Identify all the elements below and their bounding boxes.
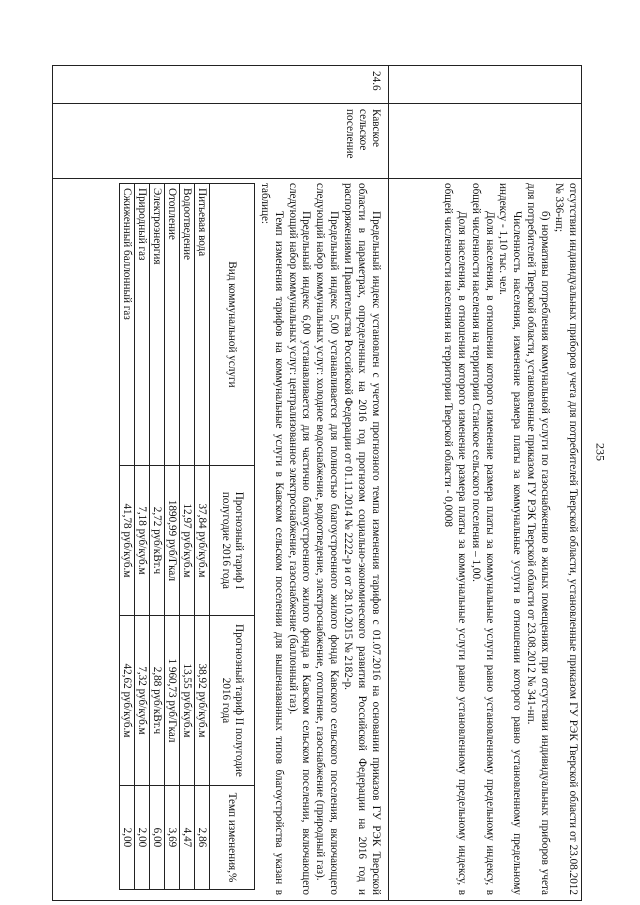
paragraph: Численность населения, изменение размера платы за коммунальные услуги в отношении которого равно установленному предельному индексу - 1,10 тыс. чел. [497, 183, 524, 895]
paragraph: Предельный индекс 5,00 устанавливается для полностью благоустроенного жилого фонда Кавского сельского поселения, включающего следующий набор коммунальных услуг: холодное водоснабжение, водоотведение, электроснабжение, отопление, газоснабжение (природный газ). [314, 183, 341, 895]
table-bottom-border [52, 65, 53, 901]
paragraph: Темп изменения тарифов на коммунальные услуги в Кавском сельском поселении для вышеназванных типов благоустройства указан в таблице: [258, 183, 285, 895]
column-divider-settlement [52, 178, 582, 179]
header-tariff-h2: Прогнозный тариф II полугодие 2016 года [209, 616, 254, 786]
tariff-h2: 2,88 руб/кВт.ч [149, 616, 164, 786]
tariff-h2: 1 960,73 руб/Гкал [164, 616, 179, 786]
tariff-table [119, 183, 255, 890]
change-rate: 2,86 [194, 785, 209, 889]
service-name: Водоотведение [179, 184, 194, 466]
tariff-h1: 7,18 руб/куб.м [134, 465, 149, 615]
tariff-h2: 7,32 руб/куб.м [134, 616, 149, 786]
table-row [179, 184, 194, 890]
table-row [149, 184, 164, 890]
tariff-h1: 2,72 руб/кВт.ч [149, 465, 164, 615]
tariff-h1: 37,84 руб/куб.м [194, 465, 209, 615]
service-name: Отопление [164, 184, 179, 466]
row-divider [388, 65, 389, 901]
tariff-h1: 1890,99 руб/Гкал [164, 465, 179, 615]
table-top-border [581, 65, 582, 901]
paragraph: Предельный индекс 6,00 устанавливается для частично благоустроенного жилого фонда в Кавском сельском поселении, включающего следующий набор коммунальных услуг: централизованное электроснабжение, газоснабжение (баллонный газ). [286, 183, 313, 895]
tariff-h1: 41,78 руб/куб.м [119, 465, 134, 615]
tariff-h2: 13,55 руб/куб.м [179, 616, 194, 786]
paragraph: б) нормативы потребления коммунальной услуги по газоснабжению в жилых помещениях при отсутствии индивидуальных приборов учета для потребителей Тверской области, установленные приказом ГУ РЭК Тверской области от 23.08.2012 № 341-нп. [525, 183, 552, 895]
header-change-rate: Темп изменения,% [209, 785, 254, 889]
document-table-frame [52, 65, 582, 901]
rotated-document-page [52, 65, 582, 901]
paragraph: Доля населения, в отношении которого изменение размера платы за коммунальные услуги равно установленному предельному индексу, в общей численности населения на территории Тверской области - 0,0008 [441, 183, 468, 895]
tariff-h2: 38,92 руб/куб.м [194, 616, 209, 786]
change-rate: 2,00 [134, 785, 149, 889]
tariff-h1: 12,97 руб/куб.м [179, 465, 194, 615]
continuation-text-block [440, 183, 579, 895]
table-right-border [52, 900, 582, 901]
table-row [194, 184, 209, 890]
table-left-border [52, 65, 582, 66]
page-number: 235 [593, 443, 608, 461]
settlement-name: Кавское сельское поселение [344, 109, 382, 159]
tariff-table-header [209, 184, 254, 890]
table-row [164, 184, 179, 890]
paragraph: Доля населения, в отношении которого изменение размера платы за коммунальные услуги равно установленному предельному индексу, в общей численности населения на территории Станское сельского поселения – 1,00. [469, 183, 496, 895]
service-name: Питьевая вода [194, 184, 209, 466]
row-number: 24.6 [370, 71, 382, 91]
change-rate: 2,00 [119, 785, 134, 889]
service-name: Природный газ [134, 184, 149, 466]
paragraph: Предельный индекс установлен с учетом прогнозного темпа изменения тарифов с 01.07.2016 на основании приказов ГУ РЭК Тверской области в параметрах, определенных на 2016 год прогнозом социально-экономического развития Российской Федерации на 2016 год и распоряжениями Правительства Российской Федерации от 01.11.2014 № 2222-р и от 28.10.2015 № 2182-р. [342, 183, 382, 895]
header-tariff-h1: Прогнозный тариф I полугодие 2016 года [209, 465, 254, 615]
service-name: Электроэнергия [149, 184, 164, 466]
table-row [134, 184, 149, 890]
header-service: Вид коммунальной услуги [209, 184, 254, 466]
change-rate: 6,00 [149, 785, 164, 889]
change-rate: 4,47 [179, 785, 194, 889]
service-name: Сжиженный баллонный газ [119, 184, 134, 466]
change-rate: 3,69 [164, 785, 179, 889]
paragraph: отсутствии индивидуальных приборов учета для потребителей Тверской области, установленные приказом ГУ РЭК Тверской области от 23.08.2012 № 336-нп; [553, 183, 579, 895]
column-divider-number [52, 103, 582, 104]
tariff-h2: 42,62 руб/куб.м [119, 616, 134, 786]
settlement-description [119, 183, 382, 895]
table-row [119, 184, 134, 890]
